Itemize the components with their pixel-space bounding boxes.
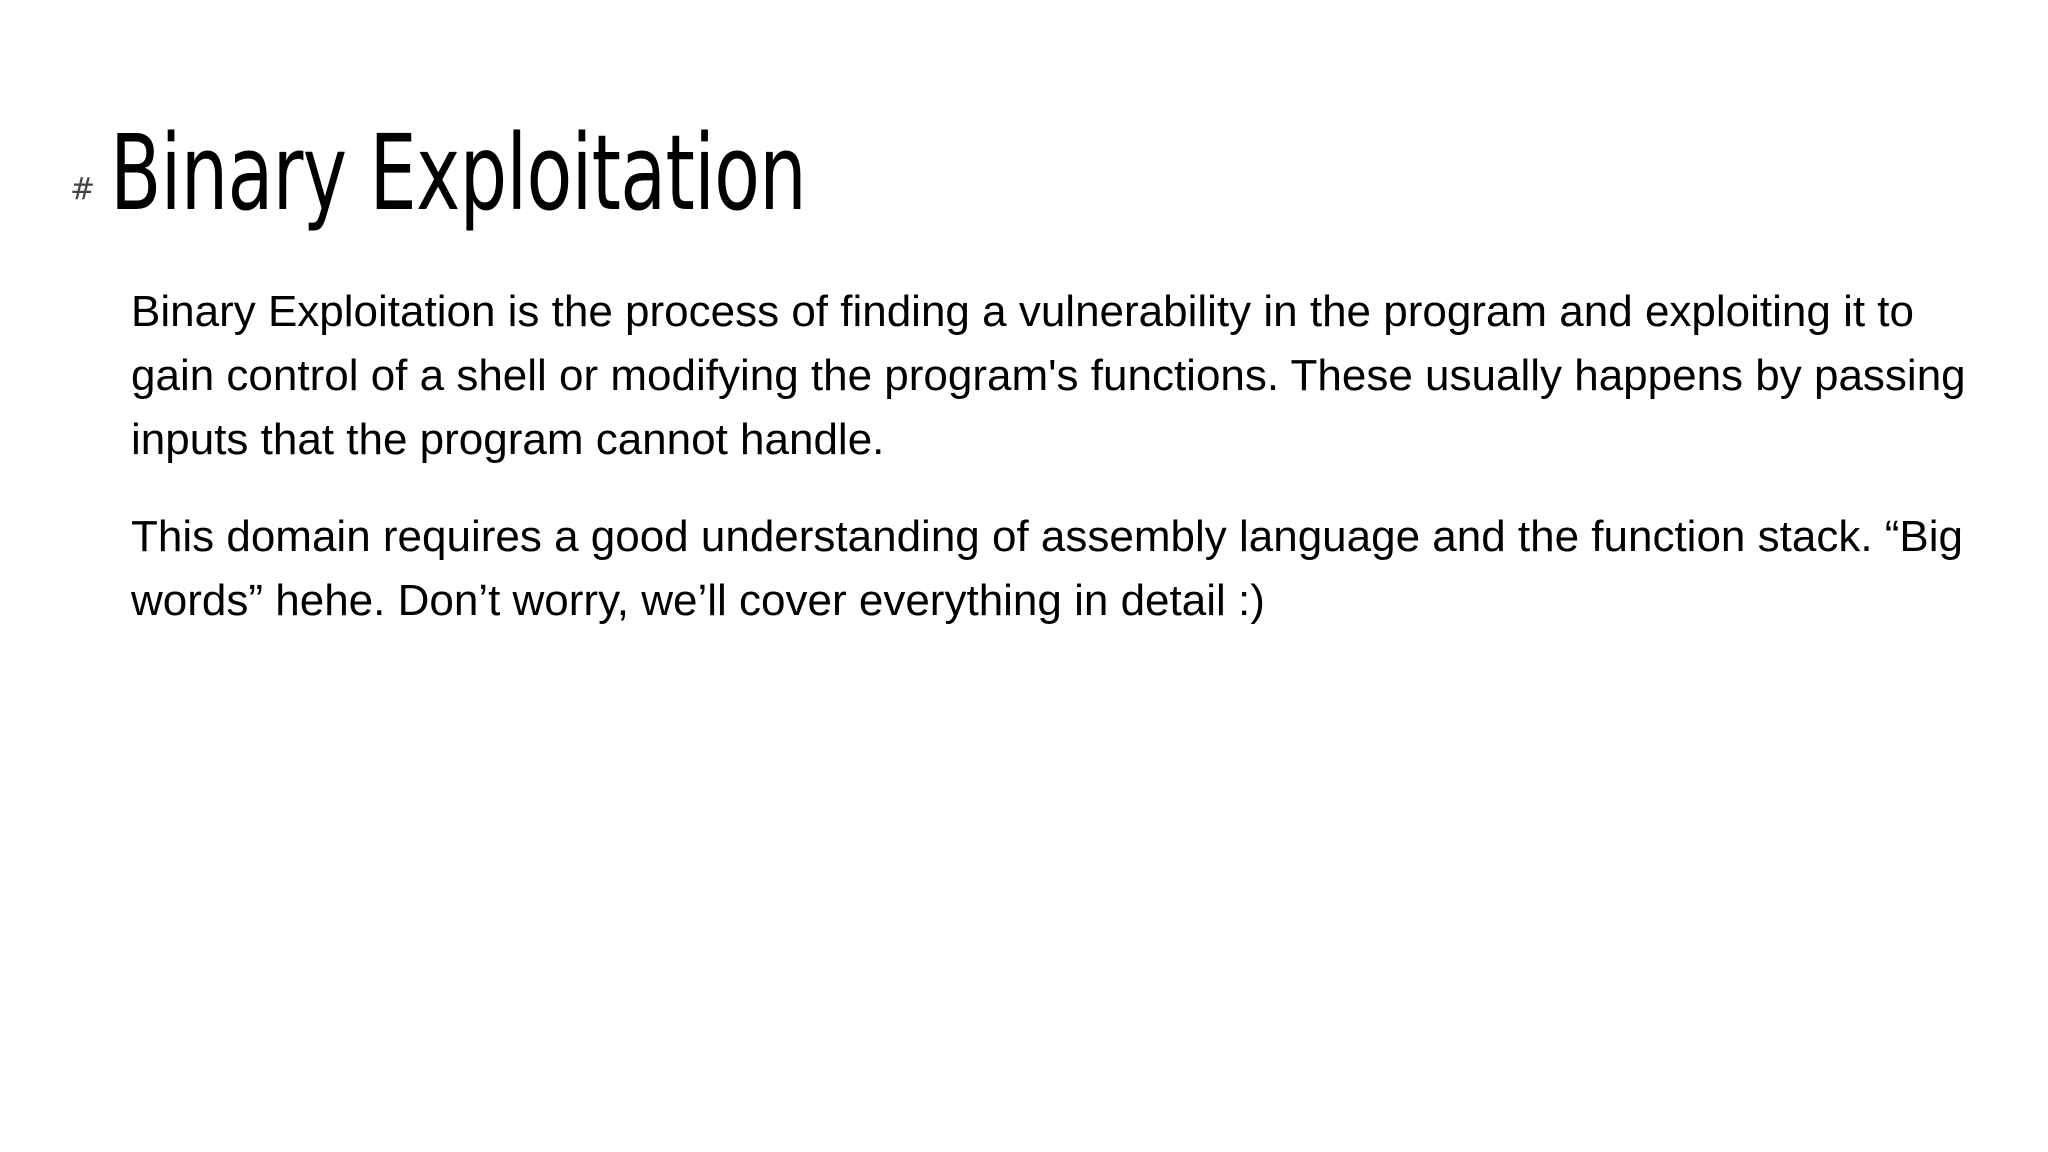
heading-anchor-hash[interactable]: # xyxy=(70,172,96,207)
paragraph-requirements: This domain requires a good understanding of assembly language and the function stack. “Big words” hehe. Don’t worry, we’ll cover everything in detail :) xyxy=(131,512,1964,625)
slide-title: Binary Exploitation xyxy=(110,112,807,234)
paragraph-intro: Binary Exploitation is the process of finding a vulnerability in the program and exploiting it to gain control of a shell or modifying the program's functions. These usually happens by passing inputs that the program cannot handle. xyxy=(131,287,1966,464)
body-text xyxy=(131,280,1991,666)
